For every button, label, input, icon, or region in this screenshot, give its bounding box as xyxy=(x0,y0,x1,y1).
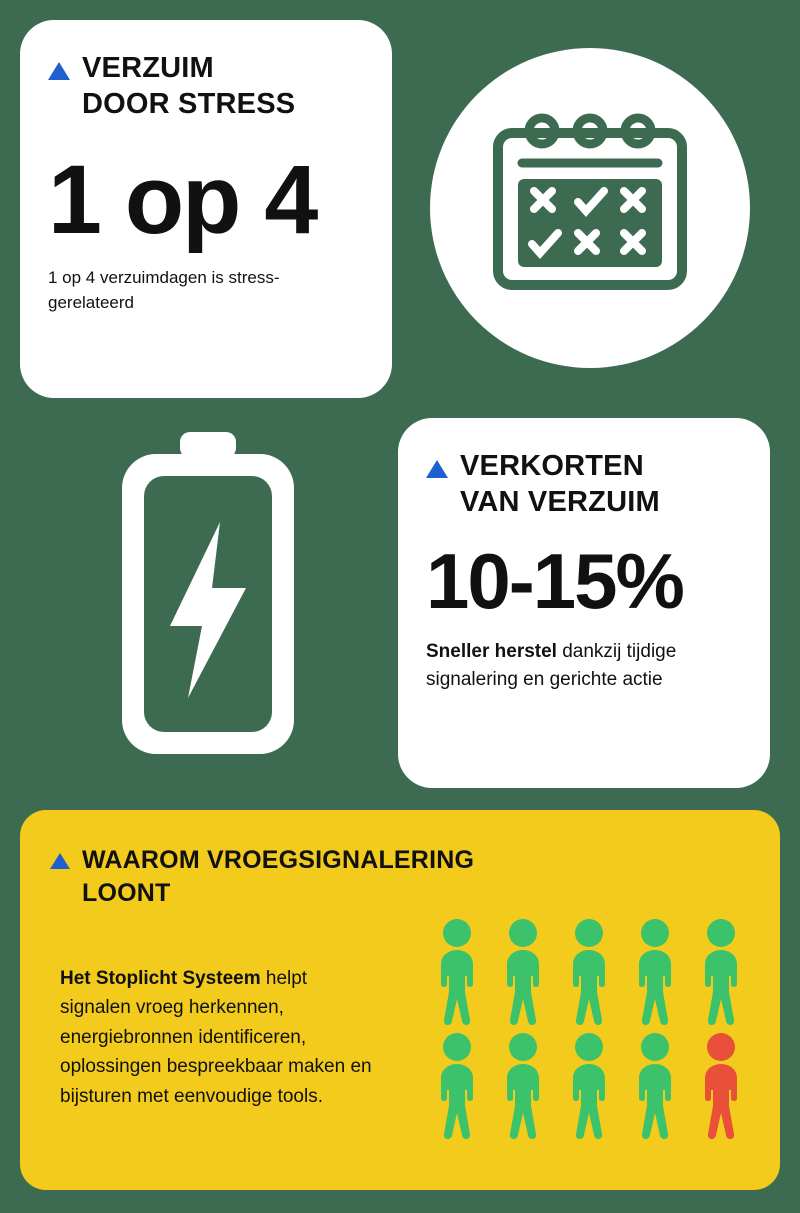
battery-lightning-icon xyxy=(108,430,308,770)
card-verkorten-eyebrow xyxy=(460,448,660,521)
card-verkorten-van-verzuim xyxy=(398,418,770,788)
card-stress-eyebrow xyxy=(82,50,295,123)
triangle-up-icon xyxy=(48,62,70,80)
triangle-up-icon xyxy=(426,460,448,478)
person-icon-red xyxy=(694,1032,748,1140)
triangle-up-icon xyxy=(50,853,70,869)
card-stress-body: 1 op 4 verzuimdagen is stress-gerelateerd xyxy=(48,268,280,312)
panel-waarom-eyebrow xyxy=(82,844,474,909)
panel-waarom-vroegsignalering xyxy=(20,810,780,1190)
card-verzuim-door-stress xyxy=(20,20,392,398)
people-row xyxy=(430,1032,760,1140)
card-verkorten-body xyxy=(426,638,742,693)
card-verkorten-body-strong: Sneller herstel xyxy=(426,641,557,663)
card-stress-big-number: 1 op 4 xyxy=(48,144,317,254)
panel-waarom-eyebrow-line2: LOONT xyxy=(82,878,171,907)
people-row xyxy=(430,918,760,1026)
card-stress-eyebrow-line2: DOOR STRESS xyxy=(82,88,296,121)
panel-waarom-header xyxy=(50,844,750,909)
person-icon-green xyxy=(496,918,550,1026)
calendar-check-cross-icon xyxy=(480,111,700,306)
person-icon-green xyxy=(628,1032,682,1140)
card-verkorten-eyebrow-line1: VERKORTEN xyxy=(460,450,644,482)
person-icon-green xyxy=(430,1032,484,1140)
card-verkorten-big-number: 10-15% xyxy=(426,536,683,625)
person-icon-green xyxy=(628,918,682,1026)
person-icon-green xyxy=(430,918,484,1026)
card-verkorten-body-rest: dankzij tijdige signalering en gerichte actie xyxy=(426,641,677,690)
card-verkorten-header xyxy=(426,448,742,521)
person-icon-green xyxy=(496,1032,550,1140)
panel-waarom-body xyxy=(60,964,380,1111)
panel-waarom-eyebrow-line1: WAAROM VROEGSIGNALERING xyxy=(82,846,475,874)
panel-waarom-body-rest: helpt signalen vroeg herkennen, energiebronnen identificeren, oplossingen bespreekbaar maken en bijsturen met eenvoudige tools. xyxy=(60,968,372,1107)
person-icon-green xyxy=(694,918,748,1026)
card-verkorten-eyebrow-line2: VAN VERZUIM xyxy=(460,486,660,519)
calendar-badge xyxy=(430,48,750,368)
card-stress-eyebrow-line1: VERZUIM xyxy=(82,52,214,84)
card-stress-header xyxy=(48,50,364,123)
person-icon-green xyxy=(562,1032,616,1140)
person-icon-green xyxy=(562,918,616,1026)
panel-waarom-body-strong: Het Stoplicht Systeem xyxy=(60,968,261,989)
people-pictogram-chart xyxy=(430,918,760,1158)
